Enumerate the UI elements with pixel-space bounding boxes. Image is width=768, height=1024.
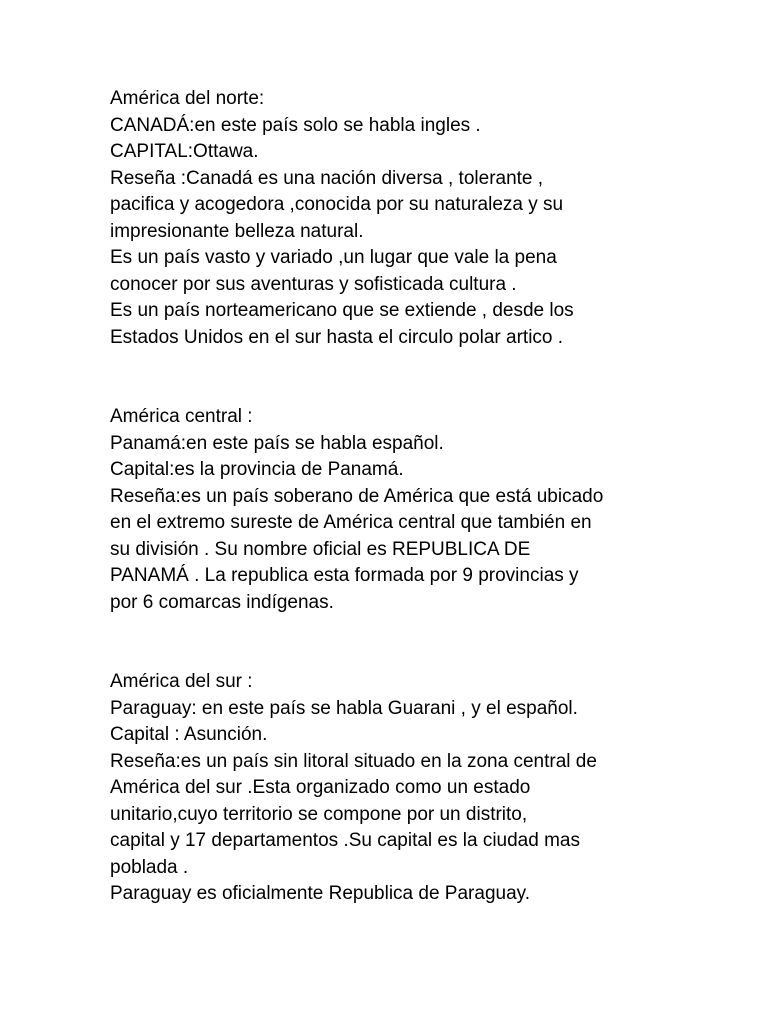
- review-line: poblada .: [110, 856, 189, 878]
- review-line: capital y 17 departamentos .Su capital es la ciudad mas: [110, 830, 580, 851]
- review-line: unitario,cuyo territorio se compone por un distrito,: [110, 803, 528, 825]
- review-line: Reseña :Canadá es una nación diversa , tolerante ,: [110, 167, 544, 189]
- review-line: su división . Su nombre oficial es REPUBLICA DE: [110, 538, 531, 560]
- paragraph-line: Es un país vasto y variado ,un lugar que vale la pena: [110, 247, 557, 268]
- review-line: pacifica y acogedora ,conocida por su naturaleza y su: [110, 194, 564, 215]
- review-line: América del sur .Esta organizado como un estado: [110, 777, 531, 798]
- section-south-america: [110, 669, 710, 908]
- review-line: impresionante belleza natural.: [110, 220, 364, 242]
- document-page: [110, 86, 710, 908]
- language-line: CANADÁ:en este país solo se habla ingles .: [110, 114, 481, 136]
- section-heading: América central :: [110, 406, 253, 427]
- language-line: Paraguay: en este país se habla Guarani , y el español.: [110, 697, 578, 719]
- capital-line: Capital:es la provincia de Panamá.: [110, 459, 404, 480]
- section-north-america: [110, 86, 710, 351]
- section-heading: América del norte:: [110, 88, 265, 109]
- review-line: PANAMÁ . La republica esta formada por 9 provincias y: [110, 565, 579, 586]
- capital-line: Capital : Asunción.: [110, 724, 268, 745]
- paragraph-line: Estados Unidos en el sur hasta el circulo polar artico .: [110, 326, 564, 348]
- paragraph-line: Es un país norteamericano que se extiende , desde los: [110, 300, 574, 321]
- section-heading: América del sur :: [110, 671, 253, 692]
- paragraph-line: Paraguay es oficialmente Republica de Paraguay.: [110, 883, 531, 904]
- review-line: por 6 comarcas indígenas.: [110, 591, 334, 613]
- capital-line: CAPITAL:Ottawa.: [110, 141, 259, 162]
- review-line: en el extremo sureste de América central que también en: [110, 512, 592, 533]
- section-central-america: [110, 404, 710, 616]
- review-line: Reseña:es un país sin litoral situado en la zona central de: [110, 750, 597, 772]
- language-line: Panamá:en este país se habla español.: [110, 432, 444, 454]
- review-line: Reseña:es un país soberano de América que está ubicado: [110, 485, 604, 507]
- paragraph-line: conocer por sus aventuras y sofisticada cultura .: [110, 273, 517, 295]
